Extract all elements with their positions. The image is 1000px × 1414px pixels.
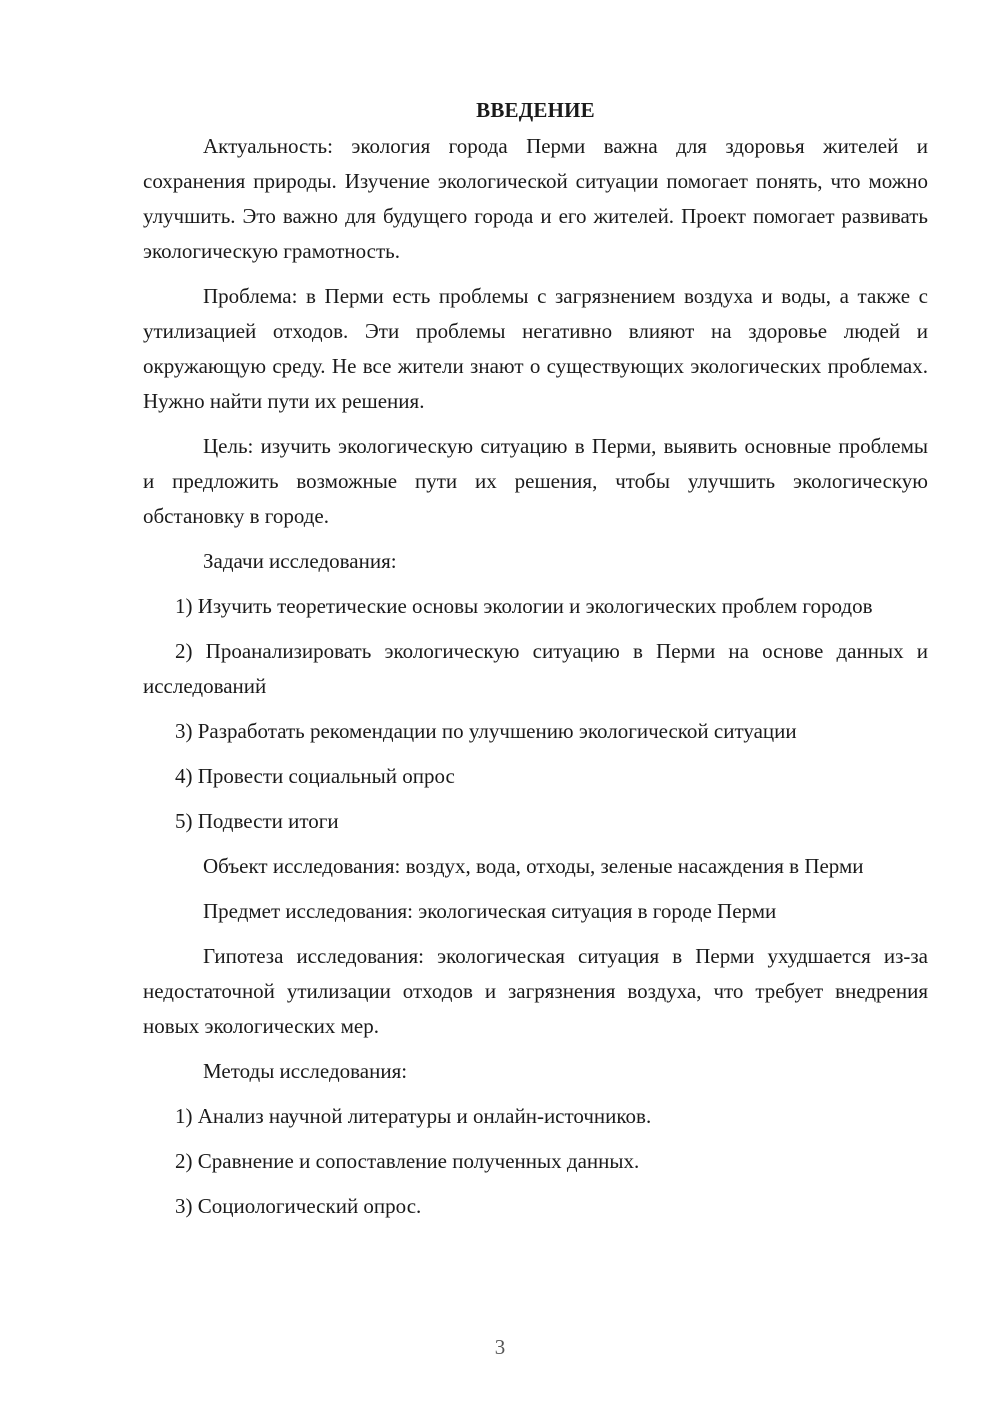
methods-heading: Методы исследования: (203, 1059, 408, 1083)
method-item-3: 3) Социологический опрос. (175, 1194, 422, 1218)
hypothesis-paragraph: Гипотеза исследования: экологическая ситуация в Перми ухудшается из-за недостаточной утилизации отходов и загрязнения воздуха, что требует внедрения новых экологических мер. (143, 944, 928, 1038)
task-item-3: 3) Разработать рекомендации по улучшению экологической ситуации (175, 719, 797, 743)
problem-paragraph: Проблема: в Перми есть проблемы с загрязнением воздуха и воды, а также с утилизацией отходов. Эти проблемы негативно влияют на здоровье людей и окружающую среду. Не все жители знают о существующих экологических проблемах. Нужно найти пути их решения. (143, 284, 928, 413)
task-item-2: 2) Проанализировать экологическую ситуацию в Перми на основе данных и исследований (143, 639, 928, 698)
page-title: ВВЕДЕНИЕ (476, 98, 595, 122)
object-paragraph: Объект исследования: воздух, вода, отходы, зеленые насаждения в Перми (203, 854, 864, 878)
task-item-4: 4) Провести социальный опрос (175, 764, 455, 788)
goal-paragraph: Цель: изучить экологическую ситуацию в Перми, выявить основные проблемы и предложить возможные пути их решения, чтобы улучшить экологическую обстановку в городе. (143, 434, 928, 528)
relevance-paragraph: Актуальность: экология города Перми важна для здоровья жителей и сохранения природы. Изучение экологической ситуации помогает понять, что можно улучшить. Это важно для будущего города и его жителей. Проект помогает развивать экологическую грамотность. (143, 134, 928, 263)
page-number: 3 (494, 1335, 506, 1359)
tasks-heading: Задачи исследования: (203, 549, 397, 573)
document-page (143, 93, 928, 1234)
task-item-5: 5) Подвести итоги (175, 809, 339, 833)
method-item-1: 1) Анализ научной литературы и онлайн-источников. (175, 1104, 652, 1128)
method-item-2: 2) Сравнение и сопоставление полученных данных. (175, 1149, 640, 1173)
subject-paragraph: Предмет исследования: экологическая ситуация в городе Перми (203, 899, 777, 923)
task-item-1: 1) Изучить теоретические основы экологии и экологических проблем городов (175, 594, 873, 618)
